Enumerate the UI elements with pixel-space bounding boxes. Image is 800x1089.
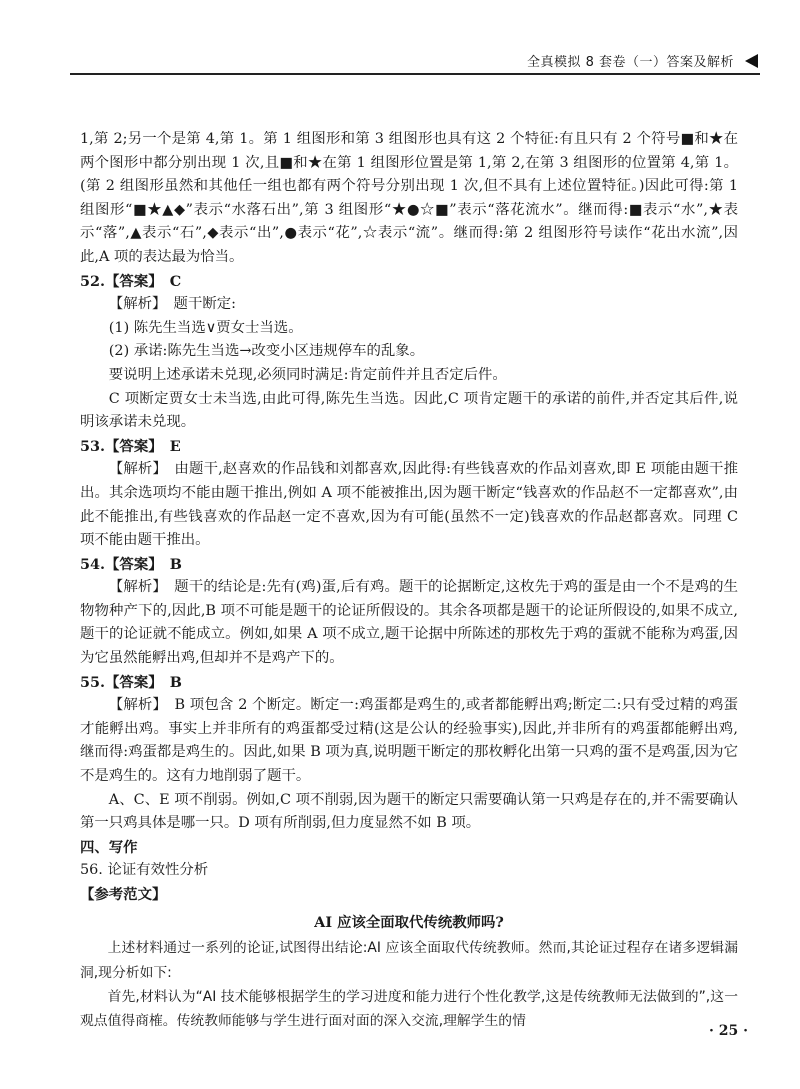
answer-heading-53: 53.【答案】 E: [80, 437, 181, 455]
answer-heading-54: 54.【答案】 B: [80, 555, 182, 573]
answer-heading-52: 52.【答案】 C: [80, 272, 182, 290]
paragraph: 【解析】 B 项包含 2 个断定。断定一:鸡蛋都是鸡生的,或者都能孵出鸡;断定二:只有受过精的鸡蛋才能孵出鸡。事实上并非所有的鸡蛋都受过精(这是公认的经验事实),因此,并非所有的鸡蛋都能孵出鸡,继而得:鸡蛋都是鸡生的。因此,如果 B 项为真,说明题干断定的那枚孵化出第一只鸡的蛋不是鸡蛋,因为它不是鸡生的。这有力地削弱了题干。: [80, 697, 738, 785]
paragraph: 【解析】 题干的结论是:先有(鸡)蛋,后有鸡。题干的论据断定,这枚先于鸡的蛋是由一个不是鸡的生物物种产下的,因此,B 项不可能是题干的论证所假设的。其余各项都是题干的论证所假设的,如果不成立,题干的论证就不能成立。例如,如果 A 项不成立,题干论据中所陈述的那枚先于鸡的蛋就不能称为鸡蛋,因为它虽然能孵出鸡,但却并不是鸡产下的。: [80, 579, 738, 667]
paragraph: C 项断定贾女士未当选,由此可得,陈先生当选。因此,C 项肯定题干的承诺的前件,并否定其后件,说明该承诺未兑现。: [80, 390, 738, 431]
triangle-marker-icon: [745, 54, 758, 68]
paragraph: (2) 承诺:陈先生当选→改变小区违规停车的乱象。: [108, 343, 425, 360]
reference-essay-label: 【参考范文】: [80, 886, 167, 903]
paragraph: 1,第 2;另一个是第 4,第 1。第 1 组图形和第 3 组图形也具有这 2 个特征:有且只有 2 个符号■和★在两个图形中都分别出现 1 次,且■和★在第 1 组图形位置是第 1,第 2,在第 3 组图形的位置第 4,第 1。(第 2 组图形虽然和其他任一组也都有两个符号分别出现 1 次,但不具有上述位置特征。)因此可得:第 1 组图形“■★▲◆”表示“水落石出”,第 3 组图形“★●☆■”表示“落花流水”。继而得:■表示“水”,★表示“落”,▲表示“石”,◆表示“出”,●表示“花”,☆表示“流”。继而得:第 2 组图形符号读作“花出水流”,因此,A 项的表达最为恰当。: [80, 131, 738, 265]
essay-paragraph: 首先,材料认为“AI 技术能够根据学生的学习进度和能力进行个性化教学,这是传统教师无法做到的”,这一观点值得商榷。传统教师能够与学生进行面对面的深入交流,理解学生的情: [80, 989, 738, 1030]
paragraph: (1) 陈先生当选∨贾女士当选。: [108, 319, 303, 336]
paragraph: A、C、E 项不削弱。例如,C 项不削弱,因为题干的断定只需要确认第一只鸡是存在的,并不需要确认第一只鸡具体是哪一只。D 项有所削弱,但力度显然不如 B 项。: [80, 791, 738, 832]
running-header: [70, 47, 760, 75]
essay-paragraph: 上述材料通过一系列的论证,试图得出结论:AI 应该全面取代传统教师。然而,其论证过程存在诸多逻辑漏洞,现分析如下:: [80, 940, 738, 981]
paragraph: 【解析】 题干断定:: [108, 296, 236, 313]
main-content: [80, 128, 738, 1034]
page-number: · 25 ·: [709, 1023, 748, 1039]
header-title: 全真模拟 8 套卷（一）答案及解析: [526, 55, 734, 70]
section-heading-writing: 四、写作: [80, 838, 138, 856]
paragraph: 要说明上述承诺未兑现,必须同时满足:肯定前件并且否定后件。: [108, 366, 507, 383]
essay-body: [80, 936, 738, 1034]
answer-heading-55: 55.【答案】 B: [80, 673, 182, 691]
paragraph: 【解析】 由题干,赵喜欢的作品钱和刘都喜欢,因此得:有些钱喜欢的作品刘喜欢,即 E 项能由题干推出。其余选项均不能由题干推出,例如 A 项不能被推出,因为题干断定“钱喜欢的作品赵不一定都喜欢”,由此不能推出,有些钱喜欢的作品赵一定不喜欢,因为有可能(虽然不一定)钱喜欢的作品赵都喜欢。同理 C 项不能由题干推出。: [80, 461, 738, 549]
question-56-title: 56. 论证有效性分析: [80, 862, 209, 879]
essay-title: AI 应该全面取代传统教师吗?: [314, 913, 504, 931]
